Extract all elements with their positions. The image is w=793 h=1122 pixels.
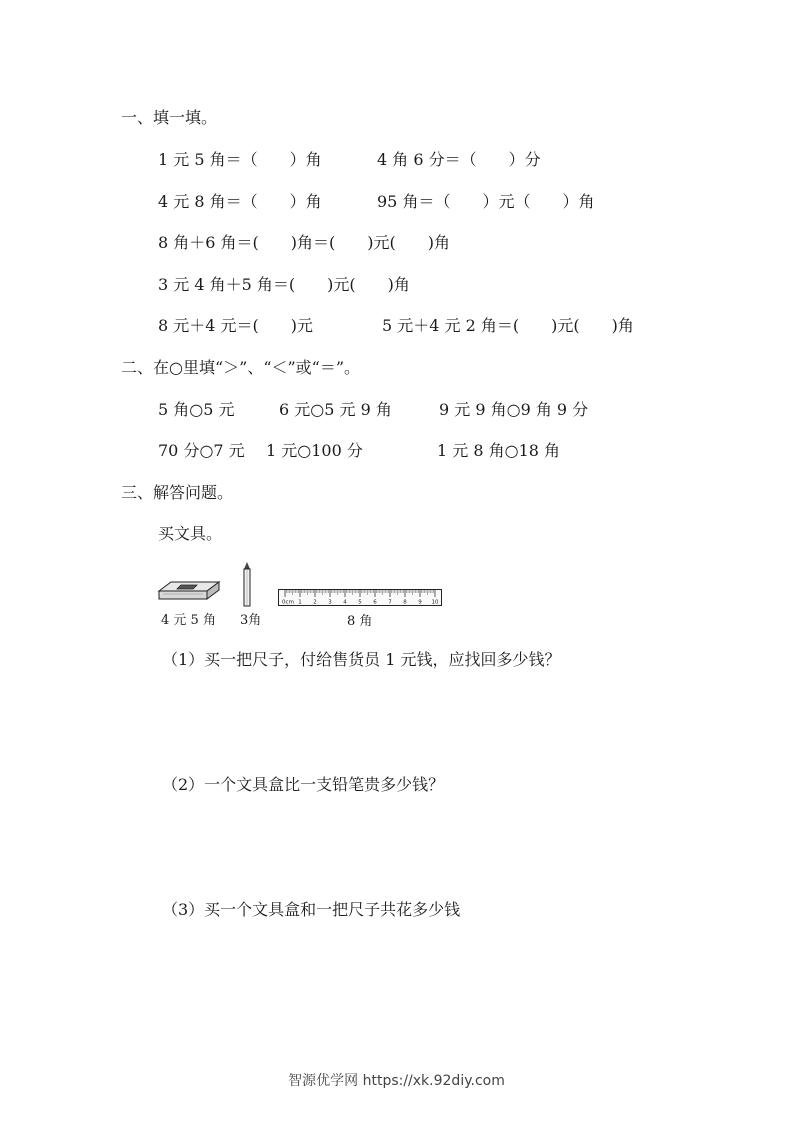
ruler-tick-label: 8 [403, 599, 407, 606]
ruler-tick-label: 6 [373, 599, 377, 606]
compare-item: 6 元○5 元 9 角 [279, 400, 392, 419]
ruler-tick-label: 0cm [282, 599, 294, 606]
section-2-title: 二、在○里填“＞”、“＜”或“＝”。 [121, 358, 361, 377]
pencil-illustration [242, 562, 252, 608]
ruler-tick-label: 1 [298, 599, 302, 606]
compare-item: 70 分○7 元 [158, 441, 245, 460]
question-2: （2）一个文具盒比一支铅笔贵多少钱？ [162, 775, 445, 794]
compare-item: 9 元 9 角○9 角 9 分 [439, 400, 589, 419]
section-3-subtitle: 买文具。 [158, 524, 223, 543]
ruler-illustration [278, 589, 443, 607]
fill-item: 4 角 6 分＝（ ）分 [377, 150, 541, 169]
ruler-price: 8 角 [347, 614, 373, 629]
pencil-box-price: 4 元 5 角 [161, 613, 216, 628]
compare-item: 5 角○5 元 [158, 400, 235, 419]
ruler-tick-label: 7 [388, 599, 392, 606]
fill-item: 1 元 5 角＝（ ）角 [158, 150, 322, 169]
fill-item: 8 角＋6 角＝( )角＝( )元( )角 [158, 233, 450, 252]
pencil-price: 3角 [240, 613, 262, 628]
section-3-title: 三、解答问题。 [121, 483, 234, 502]
ruler-tick-label: 2 [313, 599, 317, 606]
pencil-box-illustration [157, 574, 221, 606]
compare-item: 1 元 8 角○18 角 [437, 441, 561, 460]
question-3: （3）买一个文具盒和一把尺子共花多少钱 [162, 900, 461, 919]
fill-item: 4 元 8 角＝（ ）角 [158, 192, 322, 211]
fill-item: 95 角＝（ ）元（ ）角 [377, 192, 595, 211]
fill-item: 3 元 4 角＋5 角＝( )元( )角 [158, 275, 410, 294]
question-1: （1）买一把尺子，付给售货员 1 元钱，应找回多少钱？ [162, 650, 561, 669]
ruler-tick-label: 4 [343, 599, 347, 606]
footer-watermark: 智源优学网 https://xk.92diy.com [288, 1073, 505, 1089]
ruler-tick-label: 9 [418, 599, 422, 606]
fill-item: 5 元＋4 元 2 角＝( )元( )角 [382, 316, 634, 335]
ruler-tick-label: 5 [358, 599, 362, 606]
compare-item: 1 元○100 分 [266, 441, 363, 460]
ruler-tick-label: 10 [431, 599, 439, 606]
ruler-tick-label: 3 [328, 599, 332, 606]
section-1-title: 一、填一填。 [121, 108, 218, 127]
fill-item: 8 元＋4 元＝( )元 [158, 316, 314, 335]
